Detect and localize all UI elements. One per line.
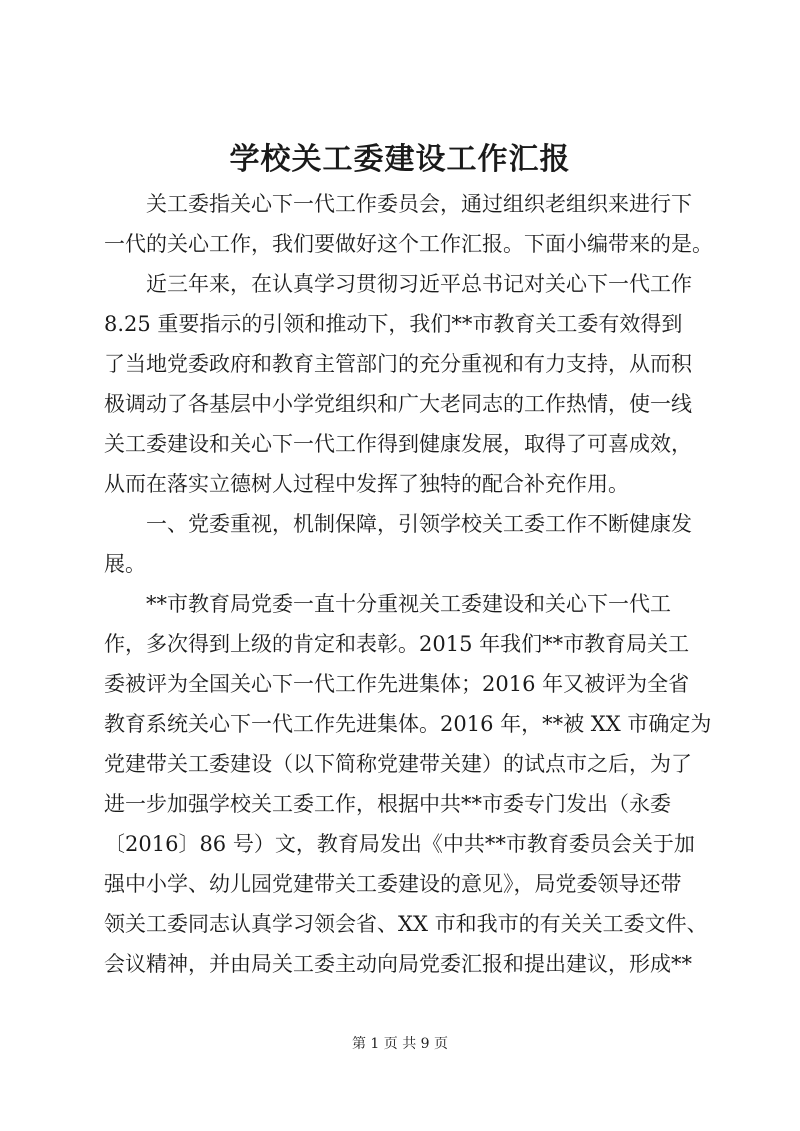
body-line: 作，多次得到上级的肯定和表彰。2015 年我们**市教育局关工 <box>104 632 690 656</box>
page-footer: 第 1 页 共 9 页 <box>351 1036 449 1052</box>
body-line: 教育系统关心下一代工作先进集体。2016 年，**被 XX 市确定为 <box>104 712 712 736</box>
body-line: 了当地党委政府和教育主管部门的充分重视和有力支持，从而积 <box>104 352 692 376</box>
body-line: 进一步加强学校关工委工作，根据中共**市委专门发出（永委 <box>104 792 671 816</box>
body-line: 8.25 重要指示的引领和推动下，我们**市教育关工委有效得到 <box>104 312 683 336</box>
body-line: 强中小学、幼儿园党建带关工委建设的意见》，局党委领导还带 <box>104 872 682 896</box>
body-line: 关工委指关心下一代工作委员会，通过组织老组织来进行下 <box>104 192 692 216</box>
document-title: 学校关工委建设工作汇报 <box>229 142 571 177</box>
body-line: 党建带关工委建设（以下简称党建带关建）的试点市之后，为了 <box>104 752 692 776</box>
body-line: 近三年来，在认真学习贯彻习近平总书记对关心下一代工作 <box>104 272 692 296</box>
body-line: **市教育局党委一直十分重视关工委建设和关心下一代工 <box>104 592 671 616</box>
body-line: 一、党委重视，机制保障，引领学校关工委工作不断健康发 <box>104 512 692 536</box>
body-line: 关工委建设和关心下一代工作得到健康发展，取得了可喜成效， <box>104 432 692 456</box>
document-body <box>104 184 724 984</box>
body-line: 领关工委同志认真学习领会省、XX 市和我市的有关关工委文件、 <box>104 912 708 936</box>
body-line: 极调动了各基层中小学党组织和广大老同志的工作热情，使一线 <box>104 392 692 416</box>
body-line: 〔2016〕86 号）文，教育局发出《中共**市教育委员会关于加 <box>104 832 695 856</box>
body-line: 一代的关心工作，我们要做好这个工作汇报。下面小编带来的是。 <box>104 232 713 256</box>
body-line: 委被评为全国关心下一代工作先进集体；2016 年又被评为全省 <box>104 672 690 696</box>
body-line: 会议精神，并由局关工委主动向局党委汇报和提出建议，形成** <box>104 952 692 976</box>
body-line: 展。 <box>104 552 146 576</box>
body-line: 从而在落实立德树人过程中发挥了独特的配合补充作用。 <box>104 472 629 496</box>
